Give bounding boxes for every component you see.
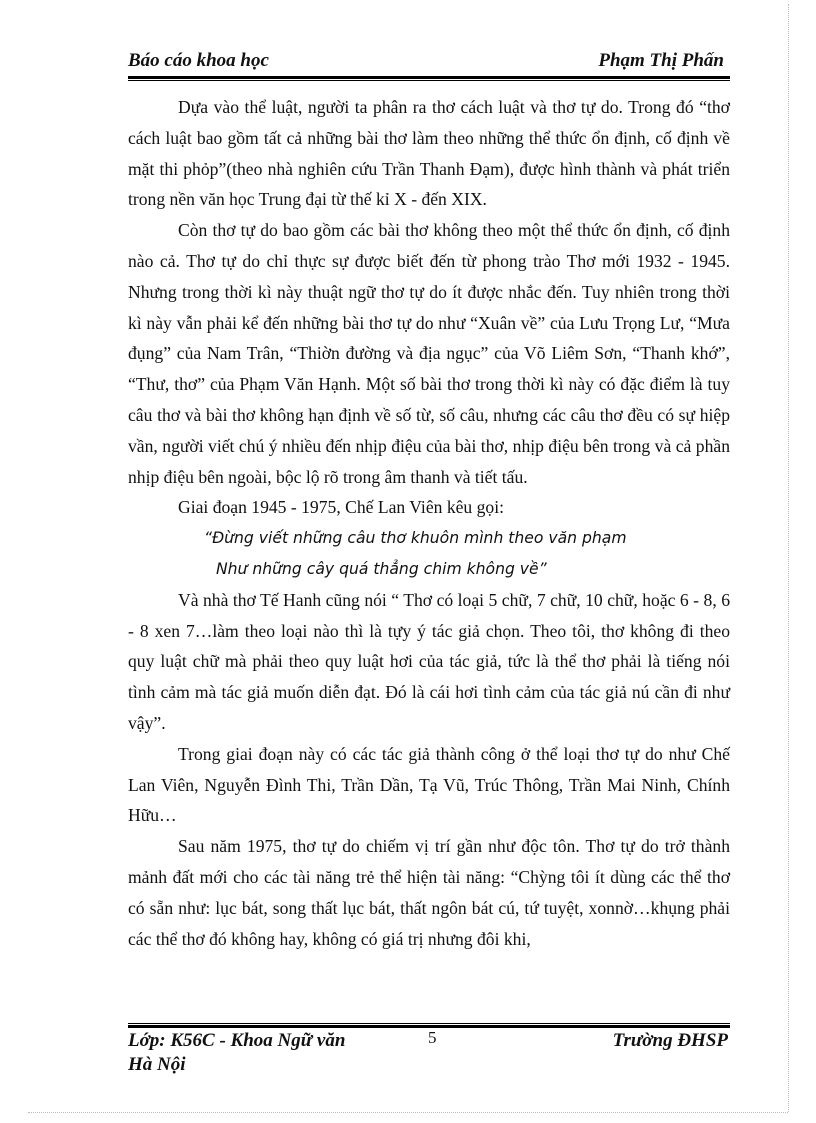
body-text [128, 92, 730, 954]
footer-school-label: Trường ĐHSP [612, 1030, 728, 1051]
header-rule-thin [128, 80, 730, 81]
quote-line-1: “Đừng viết những câu thơ khuôn mình theo văn phạm [204, 529, 627, 548]
footer-city-label: Hà Nội [128, 1054, 186, 1075]
paragraph-5: Trong giai đoạn này có các tác giả thành công ở thể loại thơ tự do như Chế Lan Viên, Nguyễn Đình Thi, Trần Dần, Tạ Vũ, Trúc Thông, Trần Mai Ninh, Chính Hữu… [128, 743, 730, 826]
header-left-title: Báo cáo khoa học [128, 50, 269, 71]
page-edge-dotted-bottom [28, 1112, 788, 1113]
header-rule-thick [128, 76, 730, 79]
page-number: 5 [428, 1028, 437, 1047]
footer-rule-thin [128, 1023, 730, 1024]
paragraph-2: Còn thơ tự do bao gồm các bài thơ không theo một thể thức ổn định, cố định nào cả. Thơ tự do chỉ thực sự được biết đến từ phong trào Thơ mới 1932 - 1945. Nhưng trong thời kì này thuật ngữ thơ tự do ít được nhắc đến. Tuy nhiên trong thời kì này vẫn phải kể đến những bài thơ tự do như “Xuân về” của Lưu Trọng Lư, “Mưa đụng” của Nam Trân, “Thiờn đường và địa ngục” của Võ Liêm Sơn, “Thanh khớ”, “Thư, thơ” của Phạm Văn Hạnh. Một số bài thơ trong thời kì này có đặc điểm là tuy câu thơ và bài thơ không hạn định về số từ, số câu, nhưng các câu thơ đều có sự hiệp vần, người viết chú ý nhiều đến nhịp điệu của bài thơ, nhịp điệu bên trong và cả phần nhịp điệu bên ngoài, bộc lộ rõ trong âm thanh và tiết tấu. [128, 220, 730, 487]
page-edge-dotted-right [788, 4, 789, 1112]
paragraph-4: Và nhà thơ Tế Hanh cũng nói “ Thơ có loại 5 chữ, 7 chữ, 10 chữ, hoặc 6 - 8, 6 - 8 xen 7…làm theo loại nào thì là tựy ý tác giả chọn. Theo tôi, thơ không đi theo quy luật chữ mà phải theo quy luật hơi của tác giả, tức là thể thơ phải là tiếng nói tình cảm mà tác giả muốn diễn đạt. Đó là cái hơi tình cảm của tác giả nú cần đi như vậy”. [128, 589, 730, 733]
paragraph-6: Sau năm 1975, thơ tự do chiếm vị trí gần như độc tôn. Thơ tự do trở thành mảnh đất mới cho các tài năng trẻ thể hiện tài năng: “Chỳng tôi ít dùng các thể thơ có sẵn như: lục bát, song thất lục bát, thất ngôn bát cú, tứ tuyệt, xonnờ…khụng phải các thể thơ đó không hay, không có giá trị nhưng đôi khi, [128, 836, 730, 949]
paragraph-3: Giai đoạn 1945 - 1975, Chế Lan Viên kêu gọi: [178, 497, 504, 518]
footer-class-label: Lớp: K56C - Khoa Ngữ văn [128, 1030, 346, 1051]
header-author: Phạm Thị Phấn [598, 50, 724, 71]
quote-line-2: Như những cây quá thẳng chim không về” [216, 559, 547, 578]
paragraph-1: Dựa vào thể luật, người ta phân ra thơ cách luật và thơ tự do. Trong đó “thơ cách luật bao gồm tất cả những bài thơ làm theo những thể thức ổn định, cố định về mặt thi phỏp”(theo nhà nghiên cứu Trần Thanh Đạm), được hình thành và phát triển trong nền văn học Trung đại từ thế kỉ X - đến XIX. [128, 97, 730, 210]
